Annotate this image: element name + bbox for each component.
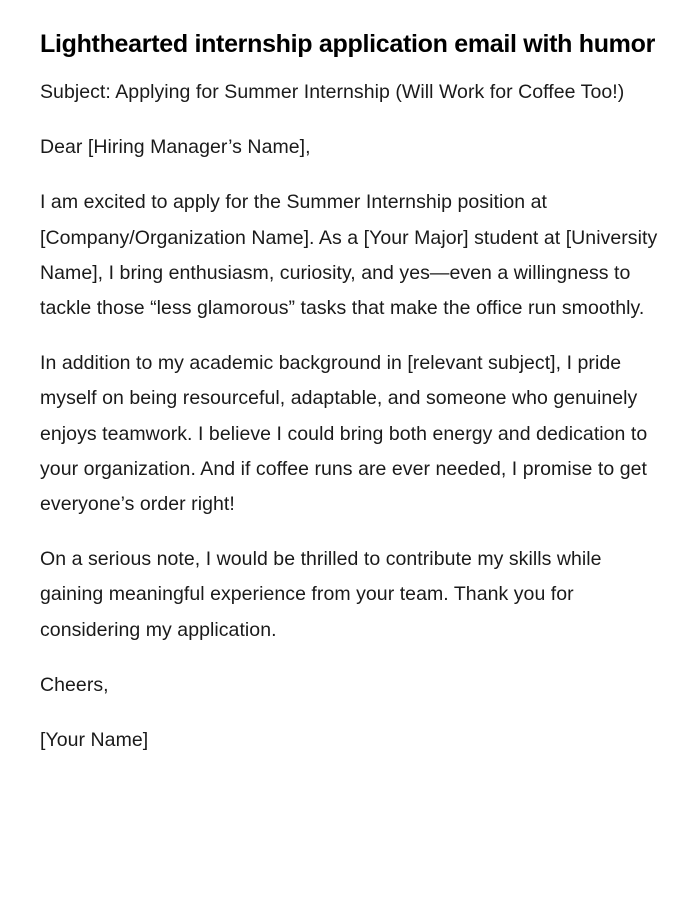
email-subject: Subject: Applying for Summer Internship (Will Work for Coffee Too!) xyxy=(40,81,625,103)
document-title: Lighthearted internship application email with humor xyxy=(40,30,656,58)
body-paragraph-closing-note: On a serious note, I would be thrilled to contribute my skills while gaining meaningful experience from your team. Thank you for considering my application. xyxy=(40,548,602,641)
body-paragraph-skills: In addition to my academic background in [relevant subject], I pride myself on being resourceful, adaptable, and someone who genuinely enjoys teamwork. I believe I could bring both energy and dedication to your organization. And if coffee runs are ever needed, I promise to get everyone’s order right! xyxy=(40,352,648,516)
email-greeting: Dear [Hiring Manager’s Name], xyxy=(40,136,311,159)
email-closing: Cheers, xyxy=(40,673,109,696)
email-signature: [Your Name] xyxy=(40,729,149,752)
body-paragraph-intro: I am excited to apply for the Summer Internship position at [Company/Organization Name]. As a [Your Major] student at [University Name], I bring enthusiasm, curiosity, and yes—even a willingness to tackle those “less glamorous” tasks that make the office run smoothly. xyxy=(40,191,658,320)
